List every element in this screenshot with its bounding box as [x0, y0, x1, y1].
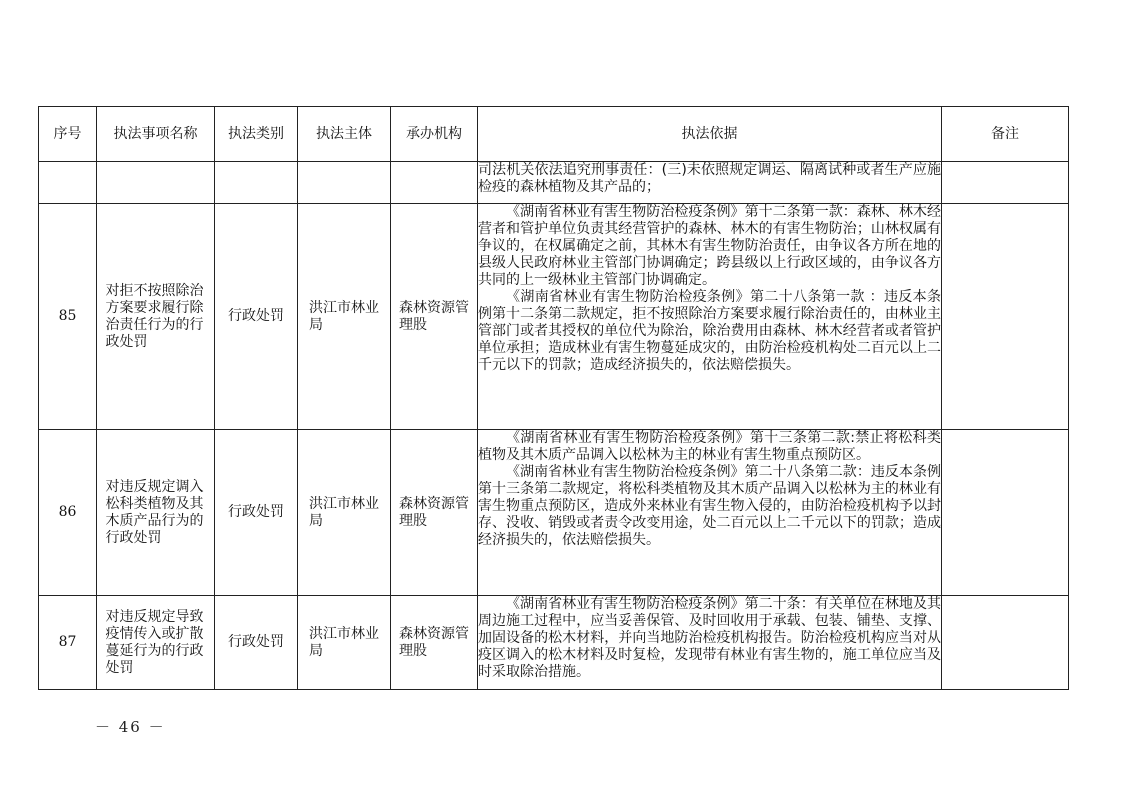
header-row	[39, 107, 1069, 162]
header-subject: 执法主体	[298, 107, 391, 162]
row-category: 行政处罚	[215, 430, 298, 596]
row-seq: 86	[39, 430, 97, 596]
continuation-basis: 司法机关依法追究刑事责任：(三)未依照规定调运、隔离试种或者生产应施检疫的森林植物及其产品的；	[478, 162, 942, 204]
header-seq: 序号	[39, 107, 97, 162]
row-remarks	[942, 596, 1069, 690]
row-subject: 洪江市林业局	[309, 625, 379, 659]
header-category: 执法类别	[215, 107, 298, 162]
row-agency: 森林资源管理股	[399, 625, 469, 659]
row-subject: 洪江市林业局	[309, 495, 379, 529]
row-agency: 森林资源管理股	[399, 299, 469, 333]
row-remarks	[942, 430, 1069, 596]
row-remarks	[942, 204, 1069, 430]
row-basis: 《湖南省林业有害生物防治检疫条例》第十二条第一款：森林、林木经营者和管护单位负责其经营管护的森林、林木的有害生物防治；山林权属有争议的，在权属确定之前，其林木有害生物防治责任，由争议各方所在地的县级人民政府林业主管部门协调确定；跨县级以上行政区域的，由争议各方共同的上一级林业主管部门协调确定。 《湖南省林业有害生物防治检疫条例》第二十八条第一款 ：违反本条例第十二条第二款规定，拒不按照除治方案要求履行除治责任的，由林业主管部门或者其授权的单位代为除治，除治费用由森林、林木经营者或者管护单位承担；造成林业有害生物蔓延成灾的，由防治检疫机构处二百元以上二千元以下的罚款；造成经济损失的，依法赔偿损失。	[478, 204, 942, 430]
continuation-row	[39, 162, 1069, 204]
enforcement-table	[38, 106, 1069, 690]
header-name: 执法事项名称	[97, 107, 215, 162]
table-row	[39, 596, 1069, 690]
row-name: 对违反规定调入松科类植物及其木质产品行为的行政处罚	[105, 478, 204, 546]
page-number: － 46 －	[95, 718, 166, 736]
header-basis: 执法依据	[478, 107, 942, 162]
row-category: 行政处罚	[215, 596, 298, 690]
table-row	[39, 204, 1069, 430]
row-subject: 洪江市林业局	[309, 299, 379, 333]
row-basis: 《湖南省林业有害生物防治检疫条例》第十三条第二款:禁止将松科类植物及其木质产品调入以松林为主的林业有害生物重点预防区。 《湖南省林业有害生物防治检疫条例》第二十八条第二款：违反本条例第十三条第二款规定，将松科类植物及其木质产品调入以松林为主的林业有害生物重点预防区，造成外来林业有害生物入侵的，由防治检疫机构予以封存、没收、销毁或者责令改变用途，处二百元以上二千元以下的罚款；造成经济损失的，依法赔偿损失。	[478, 430, 942, 596]
row-name: 对拒不按照除治方案要求履行除治责任行为的行政处罚	[105, 282, 204, 350]
row-seq: 87	[39, 596, 97, 690]
row-agency: 森林资源管理股	[399, 495, 469, 529]
table-row	[39, 430, 1069, 596]
row-basis: 《湖南省林业有害生物防治检疫条例》第二十条：有关单位在林地及其周边施工过程中，应当妥善保管、及时回收用于承载、包装、铺垫、支撑、加固设备的松木材料，并向当地防治检疫机构报告。防治检疫机构应当对从疫区调入的松木材料及时复检，发现带有林业有害生物的，施工单位应当及时采取除治措施。	[478, 596, 942, 690]
header-remarks: 备注	[942, 107, 1069, 162]
row-category: 行政处罚	[215, 204, 298, 430]
row-seq: 85	[39, 204, 97, 430]
header-agency: 承办机构	[391, 107, 478, 162]
row-name: 对违反规定导致疫情传入或扩散蔓延行为的行政处罚	[105, 608, 204, 676]
